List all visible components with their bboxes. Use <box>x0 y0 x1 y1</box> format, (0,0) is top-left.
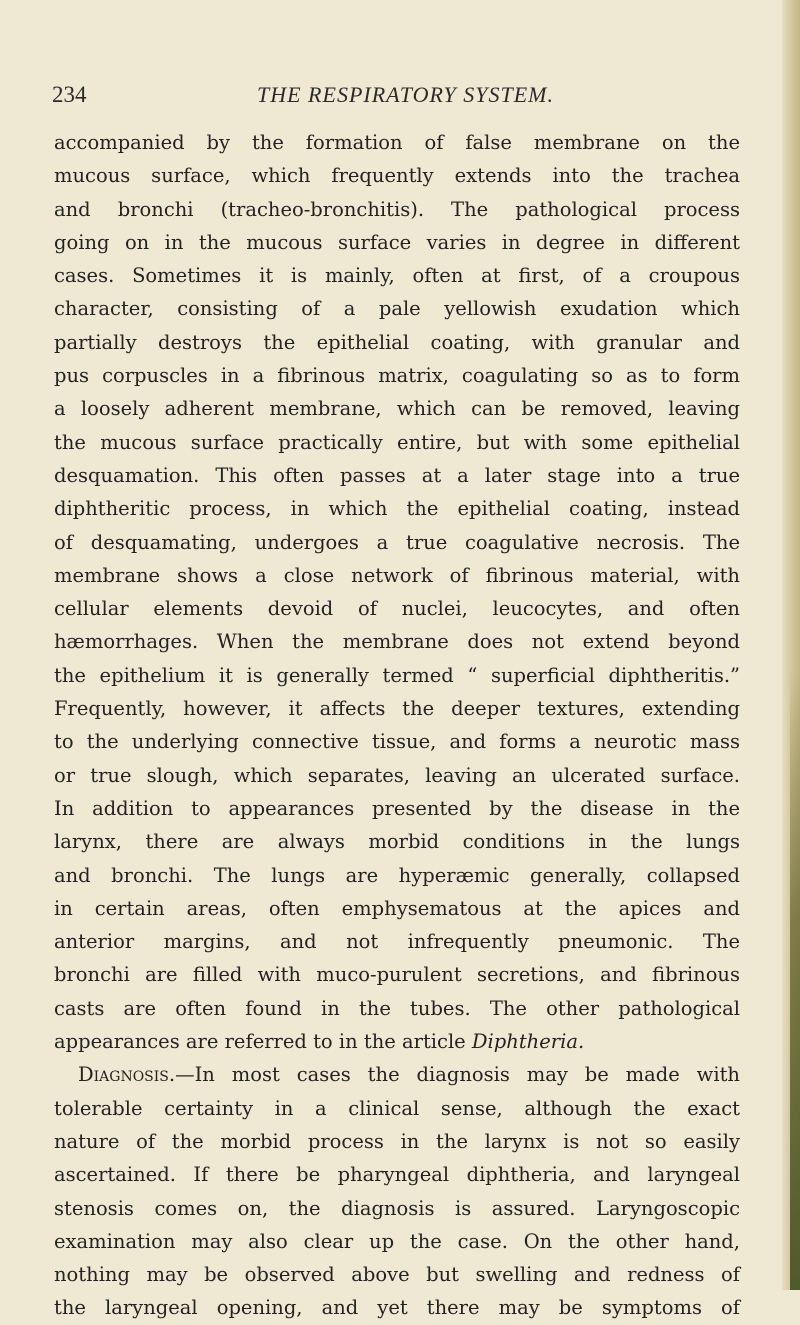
text-line: the laryngeal opening, and yet there may be symptoms of <box>54 1296 740 1320</box>
text-line: nature of the morbid process in the larynx is not so easily <box>54 1129 740 1153</box>
text-line: Frequently, however, it affects the deeper textures, extending <box>54 697 740 721</box>
text-line: membrane shows a close network of fibrinous material, with <box>54 563 740 587</box>
text-line-fragment: —In most cases the diagnosis may be made with <box>175 1063 740 1087</box>
article-reference: Diphtheria. <box>471 1030 585 1054</box>
text-line: tolerable certainty in a clinical sense, although the exact <box>54 1096 740 1120</box>
text-line: to the underlying connective tissue, and forms a neurotic mass <box>54 730 740 754</box>
text-line: casts are often found in the tubes. The other pathological <box>54 996 740 1020</box>
page-edge-shadow <box>790 670 800 1290</box>
text-line: in certain areas, often emphysematous at the apices and <box>54 896 740 920</box>
text-line: the epithelium it is generally termed “ superficial diphtheritis.” <box>54 663 740 687</box>
text-line: ascertained. If there be pharyngeal diphtheria, and laryngeal <box>54 1163 740 1187</box>
text-line: bronchi are filled with muco-purulent secretions, and fibrinous <box>54 963 740 987</box>
text-line: desquamation. This often passes at a later stage into a true <box>54 463 740 487</box>
text-line: partially destroys the epithelial coating, with granular and <box>54 330 740 354</box>
text-line: a loosely adherent membrane, which can be removed, leaving <box>54 397 740 421</box>
text-line: going on in the mucous surface varies in degree in different <box>54 230 740 254</box>
text-line: the mucous surface practically entire, but with some epithelial <box>54 430 740 454</box>
text-line: stenosis comes on, the diagnosis is assured. Laryngoscopic <box>54 1196 740 1220</box>
text-line: pus corpuscles in a fibrinous matrix, coagulating so as to form <box>54 364 740 388</box>
section-heading: Diagnosis. <box>78 1063 176 1087</box>
text-line: cellular elements devoid of nuclei, leucocytes, and often <box>54 597 740 621</box>
text-line: larynx, there are always morbid conditions in the lungs <box>54 830 740 854</box>
page-header <box>52 82 752 118</box>
text-line-section-start <box>54 1058 740 1091</box>
text-line: hæmorrhages. When the membrane does not extend beyond <box>54 630 740 654</box>
text-line: or true slough, which separates, leaving an ulcerated surface. <box>54 763 740 787</box>
text-line: In addition to appearances presented by the disease in the <box>54 796 740 820</box>
text-line: of desquamating, undergoes a true coagulative necrosis. The <box>54 530 740 554</box>
text-line: mucous surface, which frequently extends into the trachea <box>54 164 740 188</box>
text-line: nothing may be observed above but swelling and redness of <box>54 1263 740 1287</box>
text-line: cases. Sometimes it is mainly, often at first, of a croupous <box>54 264 740 288</box>
page-number: 234 <box>52 82 87 107</box>
text-line-fragment: appearances are referred to in the article <box>54 1030 472 1054</box>
text-line: diphtheritic process, in which the epithelial coating, instead <box>54 497 740 521</box>
body-text <box>54 126 740 1325</box>
text-line: and bronchi (tracheo-bronchitis). The pathological process <box>54 197 740 221</box>
text-line: and bronchi. The lungs are hyperæmic generally, collapsed <box>54 863 740 887</box>
running-title: THE RESPIRATORY SYSTEM. <box>257 82 555 107</box>
text-line-article-ref <box>54 1025 740 1058</box>
text-line: accompanied by the formation of false membrane on the <box>54 131 740 154</box>
text-line: character, consisting of a pale yellowish exudation which <box>54 297 740 321</box>
text-line: examination may also clear up the case. On the other hand, <box>54 1229 740 1253</box>
text-line: anterior margins, and not infrequently pneumonic. The <box>54 930 740 954</box>
